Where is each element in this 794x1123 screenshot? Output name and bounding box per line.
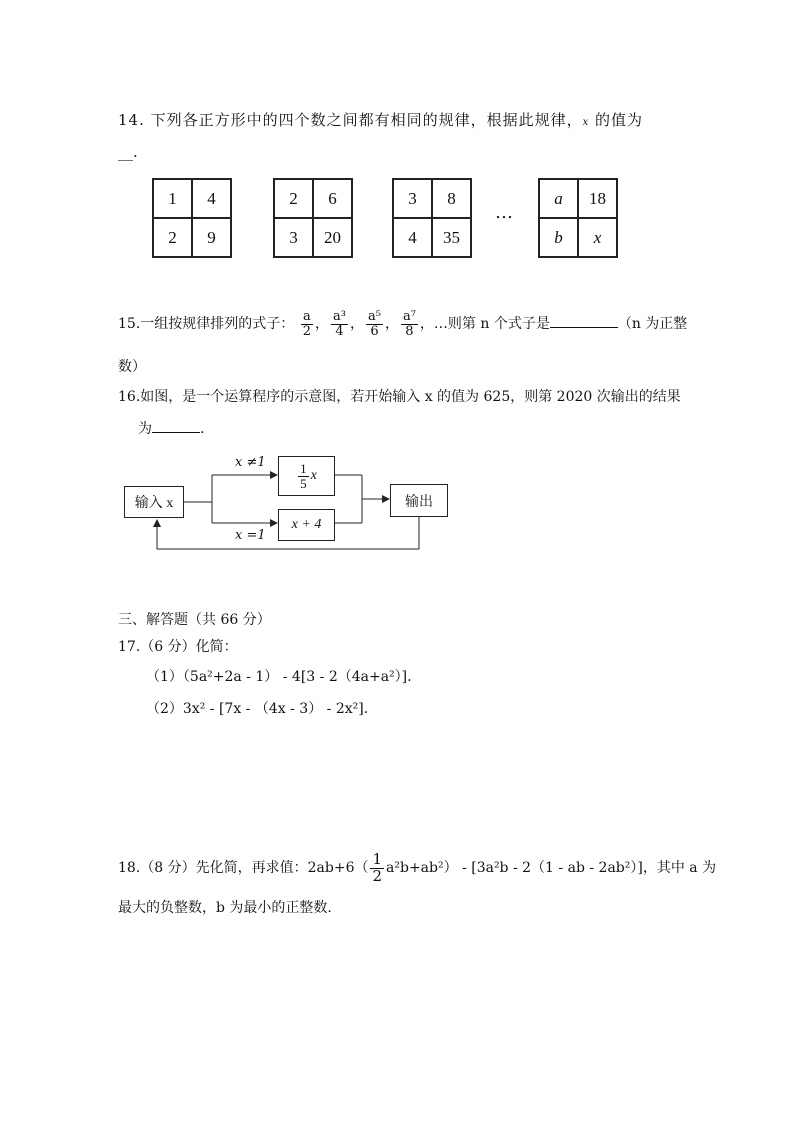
fraction-denominator: 6: [370, 323, 379, 339]
q18-line2: 最大的负整数，b 为最小的正整数.: [118, 900, 332, 916]
q17-part2: （2）3x² - [7x - （4x - 3） - 2x²].: [146, 701, 369, 717]
q14-var: x: [582, 117, 590, 128]
square-cell: 9: [192, 218, 231, 257]
q16-line2-suffix: .: [200, 421, 205, 437]
input-label: 输入 x: [134, 496, 174, 511]
square-cell: b: [539, 218, 578, 257]
fraction-numerator: a: [301, 310, 313, 325]
square-cell: 20: [313, 218, 352, 257]
q15-line2: 数）: [118, 359, 146, 375]
square-cell: 2: [153, 218, 192, 257]
q18-line1-prefix: 18.（8 分）先化简，再求值：2ab+6（: [118, 860, 369, 876]
fraction-denominator: 2: [372, 866, 383, 885]
q15-suffix: （n 为正整: [617, 316, 688, 332]
output-box: [390, 484, 448, 517]
q16-stem: 16.如图，是一个运算程序的示意图，若开始输入 x 的值为 625，则第 2020 次输出的结果: [118, 389, 681, 405]
op-top-var: x: [310, 468, 317, 483]
q16-line2-prefix: 为: [138, 421, 152, 437]
square-cell: 35: [432, 218, 471, 257]
q14-text-suffix: 的值为: [589, 111, 644, 129]
condition-equal: x =1: [235, 528, 266, 543]
q17-title: 17.（6 分）化简：: [118, 639, 238, 655]
square-cell: a: [539, 179, 578, 218]
square-cell: 1: [153, 179, 192, 218]
q18-stem: [118, 848, 716, 888]
fraction-denominator: 5: [300, 475, 307, 491]
square-cell: 6: [313, 179, 352, 218]
square-cell: 4: [192, 179, 231, 218]
operation-bottom-box: [278, 509, 335, 541]
op-bottom-label: x + 4: [291, 517, 322, 532]
q17-part1: （1）（5a²+2a - 1） - 4[3 - 2（4a+a²）].: [146, 669, 412, 685]
square-cell: 3: [274, 218, 313, 257]
q14-blank-line: __.: [118, 143, 138, 161]
fraction-denominator: 2: [302, 323, 311, 339]
square-cell: 2: [274, 179, 313, 218]
one-fifth-fraction: [298, 462, 309, 490]
fraction-numerator: a⁷: [402, 308, 416, 324]
q15-middle: ，…则第 n 个式子是: [419, 316, 550, 332]
q14-text-prefix: 14. 下列各正方形中的四个数之间都有相同的规律，根据此规律，: [118, 111, 583, 129]
q14-ellipsis: …: [495, 202, 513, 223]
section-heading: 三、解答题（共 66 分）: [118, 612, 271, 628]
operation-top-box: [278, 456, 335, 496]
q18-line1-mid: a²b+ab²） - [3a²b - 2（1 - ab - 2ab²）]，其中 a 为: [386, 860, 717, 876]
square-cell: 4: [393, 218, 432, 257]
input-box: [124, 486, 184, 518]
one-half-fraction: [370, 849, 384, 885]
q15-stem: 15.一组按规律排列的式子： $\frac{a}{2}$ ， $\frac{\text{a³}}{4}$ ， $\frac{\text{a⁵}}{6}$ ， $\frac{\text{a⁷}}{8}$ ，…则第 n 个式子是 （n 为正整: [118, 308, 688, 339]
square-cell: x: [578, 218, 617, 257]
fraction-numerator: a³: [333, 308, 346, 324]
fraction-denominator: 8: [405, 323, 414, 339]
output-label: 输出: [405, 494, 433, 510]
square-cell: 18: [578, 179, 617, 218]
fraction-numerator: 1: [372, 849, 383, 868]
fraction-numerator: 1: [300, 460, 307, 476]
square-cell: 3: [393, 179, 432, 218]
condition-not-equal: x ≠1: [235, 455, 266, 470]
fraction-denominator: 4: [335, 323, 344, 339]
fraction-numerator: a⁵: [367, 308, 381, 324]
q15-prefix: 15.一组按规律排列的式子：: [118, 316, 295, 332]
square-cell: 8: [432, 179, 471, 218]
